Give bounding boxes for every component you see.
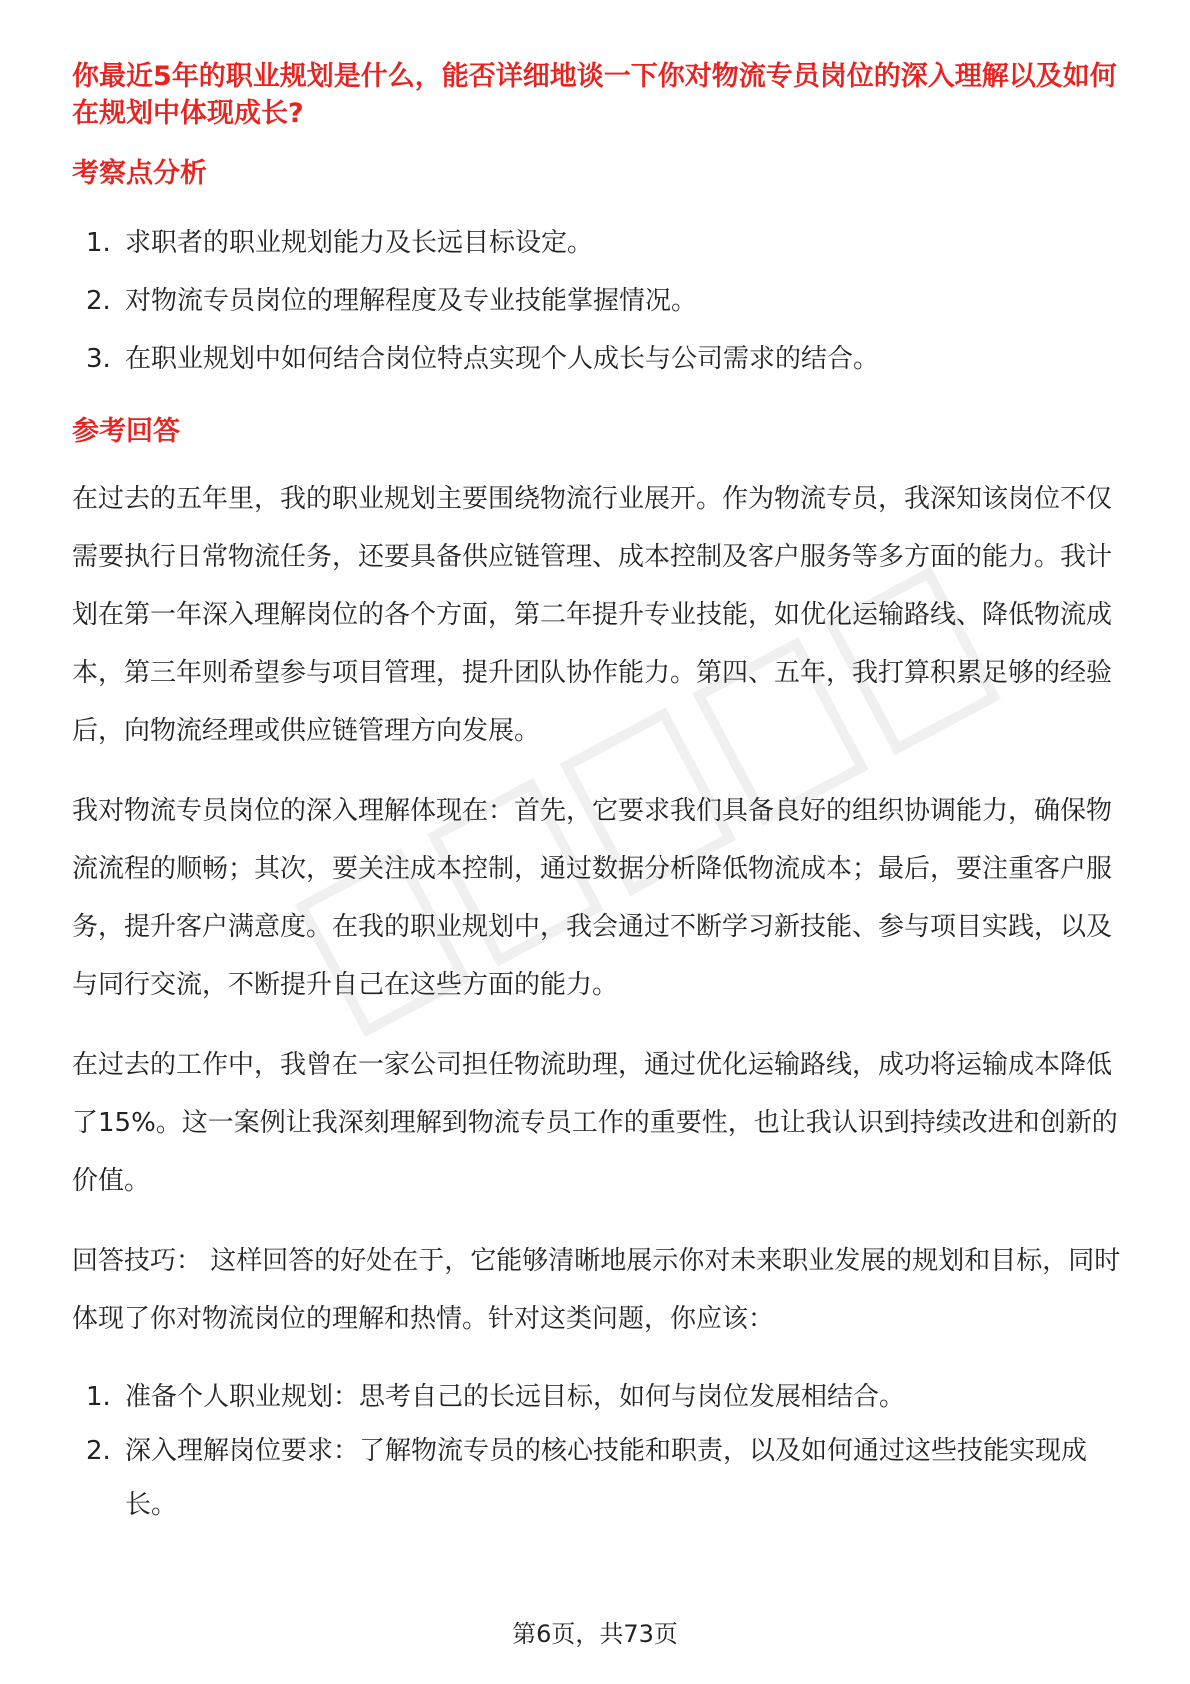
analysis-heading: 考察点分析 bbox=[72, 158, 207, 189]
page-content bbox=[72, 58, 1122, 1532]
answer-heading: 参考回答 bbox=[72, 416, 180, 447]
answer-paragraph: 在过去的工作中，我曾在一家公司担任物流助理，通过优化运输路线，成功将运输成本降低了15%。这一案例让我深刻理解到物流专员工作的重要性，也让我认识到持续改进和创新的价值。 bbox=[72, 1050, 1118, 1196]
list-item: 2. 对物流专员岗位的理解程度及专业技能掌握情况。 bbox=[86, 286, 698, 316]
question-title: 你最近5年的职业规划是什么，能否详细地谈一下你对物流专员岗位的深入理解以及如何在规划中体现成长? bbox=[72, 61, 1117, 129]
list-item: 3. 在职业规划中如何结合岗位特点实现个人成长与公司需求的结合。 bbox=[86, 344, 880, 374]
answer-paragraph: 在过去的五年里，我的职业规划主要围绕物流行业展开。作为物流专员，我深知该岗位不仅需要执行日常物流任务，还要具备供应链管理、成本控制及客户服务等多方面的能力。我计划在第一年深入理解岗位的各个方面，第二年提升专业技能，如优化运输路线、降低物流成本，第三年则希望参与项目管理，提升团队协作能力。第四、五年，我打算积累足够的经验后，向物流经理或供应链管理方向发展。 bbox=[72, 484, 1113, 746]
tips-intro: 回答技巧： 这样回答的好处在于，它能够清晰地展示你对未来职业发展的规划和目标，同时体现了你对物流岗位的理解和热情。针对这类问题，你应该： bbox=[72, 1246, 1121, 1334]
analysis-list bbox=[72, 214, 1122, 388]
page-number: 第6页，共73页 bbox=[512, 1620, 678, 1648]
list-item: 2. 深入理解岗位要求：了解物流专员的核心技能和职责，以及如何通过这些技能实现成长。 bbox=[86, 1436, 1088, 1520]
list-item: 1. 准备个人职业规划：思考自己的长远目标，如何与岗位发展相结合。 bbox=[86, 1382, 906, 1412]
answer-paragraph: 我对物流专员岗位的深入理解体现在：首先，它要求我们具备良好的组织协调能力，确保物流流程的顺畅；其次，要关注成本控制，通过数据分析降低物流成本；最后，要注重客户服务，提升客户满意度。在我的职业规划中，我会通过不断学习新技能、参与项目实践，以及与同行交流，不断提升自己在这些方面的能力。 bbox=[72, 796, 1113, 1000]
list-item: 1. 求职者的职业规划能力及长远目标设定。 bbox=[86, 228, 594, 258]
tips-list bbox=[72, 1370, 1122, 1532]
